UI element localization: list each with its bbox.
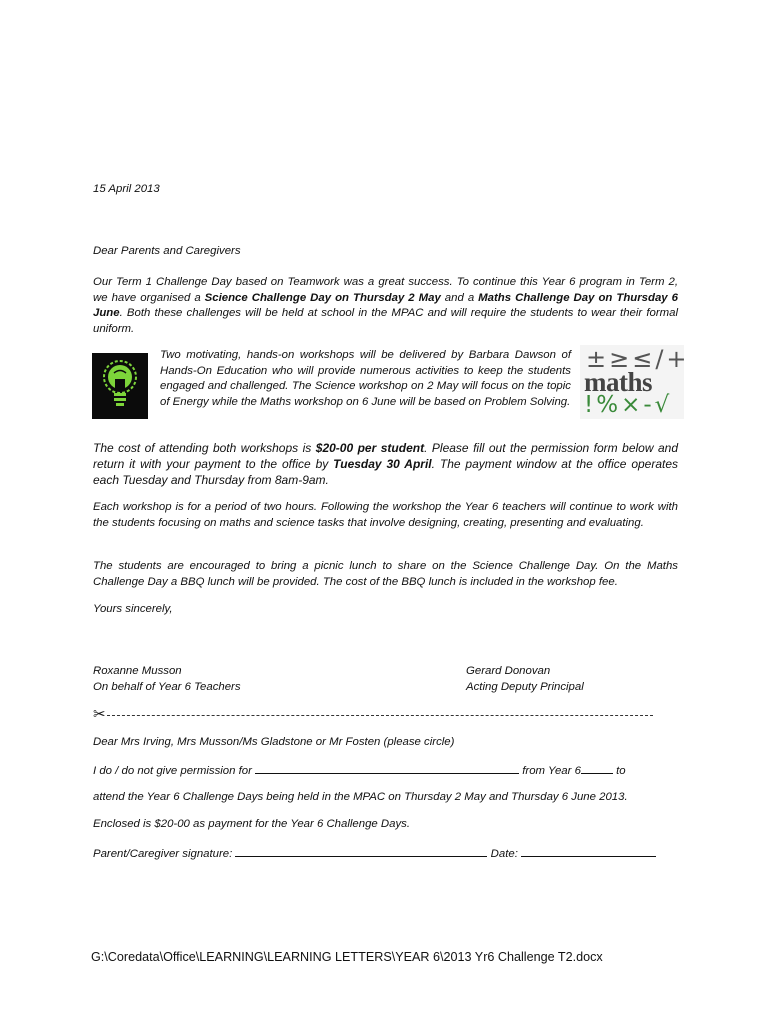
form-signature-line: Parent/Caregiver signature: Date: [93, 845, 656, 863]
footer-file-path: G:\Coredata\Office\LEARNING\LEARNING LETTERS\YEAR 6\2013 Yr6 Challenge T2.docx [91, 950, 603, 964]
paragraph-duration: Each workshop is for a period of two hours. Following the workshop the Year 6 teachers will continue to work with the students focusing on maths and science tasks that involve designing, creating, presenting and evaluating. [93, 501, 678, 529]
form-permission-line: I do / do not give permission for from Year 6 to [93, 762, 626, 780]
scissors-icon: ✂ [93, 706, 106, 723]
signature-field[interactable] [235, 845, 487, 857]
signature-right-role: Acting Deputy Principal [466, 681, 584, 693]
dashed-divider [107, 715, 653, 716]
form-attend-line: attend the Year 6 Challenge Days being held in the MPAC on Thursday 2 May and Thursday 6 June 2013. [93, 791, 628, 803]
student-name-field[interactable] [255, 762, 519, 774]
paragraph-cost: The cost of attending both workshops is $20-00 per student. Please fill out the permission form below and return it with your payment to the office by Tuesday 30 April. The payment window at the office operates each Tuesday and Thursday from 8am-9am. [93, 441, 679, 488]
maths-word: maths [584, 367, 653, 397]
signature-left-name: Roxanne Musson [93, 665, 182, 677]
class-field[interactable] [581, 762, 613, 774]
paragraph-intro: Our Term 1 Challenge Day based on Teamwork was a great success. To continue this Year 6 program in Term 2, we have organised a Science Challenge Day on Thursday 2 May and a Maths Challenge Day on Thursday 6 June. Both these challenges will be held at school in the MPAC and will require the students to wear their formal uniform. [93, 276, 678, 335]
letter-date: 15 April 2013 [93, 183, 160, 195]
form-enclosed-line: Enclosed is $20-00 as payment for the Year 6 Challenge Days. [93, 818, 411, 830]
maths-image [580, 345, 690, 419]
lightbulb-image [92, 353, 148, 419]
closing: Yours sincerely, [93, 603, 173, 615]
signature-right-name: Gerard Donovan [466, 665, 551, 677]
maths-symbols-top: ±≥≤/+ [586, 345, 690, 373]
form-addressee: Dear Mrs Irving, Mrs Musson/Ms Gladstone or Mr Fosten (please circle) [93, 736, 455, 748]
cut-line [93, 707, 653, 723]
salutation: Dear Parents and Caregivers [93, 245, 241, 257]
paragraph-lunch: The students are encouraged to bring a picnic lunch to share on the Science Challenge Day. On the Maths Challenge Day a BBQ lunch will be provided. The cost of the BBQ lunch is included in the workshop fee. [93, 560, 678, 588]
signature-left-role: On behalf of Year 6 Teachers [93, 681, 241, 693]
lightbulb-icon [92, 353, 148, 419]
paragraph-workshops: Two motivating, hands-on workshops will be delivered by Barbara Dawson of Hands-On Education who will provide numerous activities to keep the students engaged and challenged. The Science workshop on 2 May will focus on the topic of Energy while the Maths workshop on 6 June will be based on Problem Solving. [160, 349, 571, 408]
date-field[interactable] [521, 845, 656, 857]
maths-symbols-bottom: !%×-√ [584, 392, 673, 418]
